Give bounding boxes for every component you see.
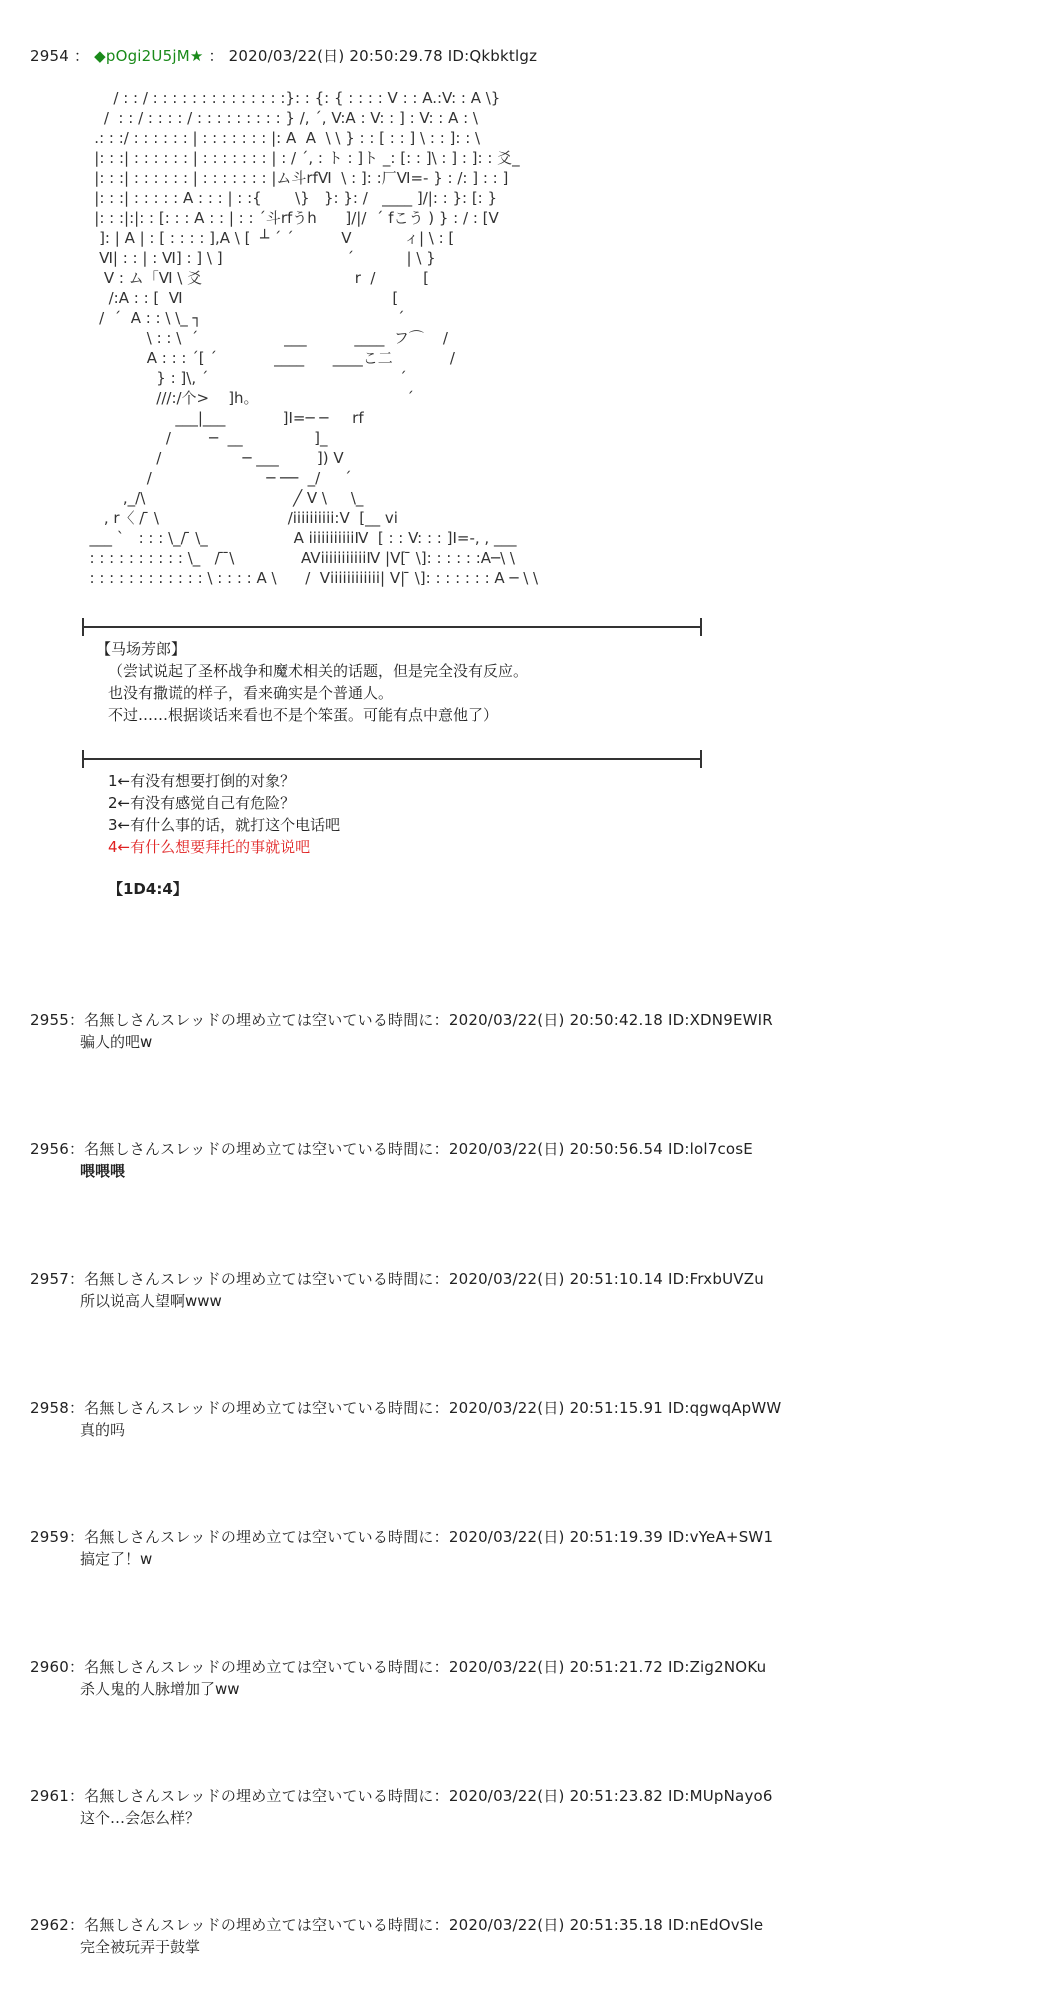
post-body-2956: 喂喂喂	[80, 1162, 126, 1180]
narration-line: （尝试说起了圣杯战争和魔术相关的话题，但是完全没有反应。	[108, 662, 529, 680]
post-number[interactable]: 2955	[30, 1011, 69, 1029]
post-header-2961	[30, 1785, 773, 1806]
choice-2: 2←有没有感觉自己有危险？	[108, 794, 296, 812]
post-meta: ：名無しさんスレッドの埋め立ては空いている時間に：2020/03/22(日) 20:51:21.72 ID:Zig2NOKu	[68, 1658, 767, 1676]
narration	[108, 660, 528, 726]
star-icon: ★	[189, 47, 204, 65]
post-meta: ：名無しさんスレッドの埋め立ては空いている時間に：2020/03/22(日) 20:51:23.82 ID:MUpNayo6	[68, 1787, 773, 1805]
post-header-2956	[30, 1138, 753, 1159]
choice-4-selected: 4←有什么想要拜托的事就说吧	[108, 838, 311, 856]
post-header-2960	[30, 1656, 766, 1677]
post-number[interactable]: 2962	[30, 1916, 69, 1934]
post-meta: ：名無しさんスレッドの埋め立ては空いている時間に：2020/03/22(日) 20:51:10.14 ID:FrxbUVZu	[68, 1270, 764, 1288]
post-number[interactable]: 2961	[30, 1787, 69, 1805]
trip-name: ◆pOgi2U5jM	[94, 47, 190, 65]
post-meta: ：名無しさんスレッドの埋め立ては空いている時間に：2020/03/22(日) 20:51:35.18 ID:nEdOvSle	[68, 1916, 764, 1934]
post-number[interactable]: 2958	[30, 1399, 69, 1417]
separator: ：	[208, 47, 224, 65]
post-header-2954	[30, 45, 537, 66]
post-meta: ：名無しさんスレッドの埋め立ては空いている時間に：2020/03/22(日) 20:51:15.91 ID:qgwqApWW	[68, 1399, 782, 1417]
post-header-2962	[30, 1914, 763, 1935]
post-header-2959	[30, 1526, 773, 1547]
dice-roll: 【1D4:4】	[108, 880, 188, 898]
post-body-2959: 搞定了！w	[80, 1550, 153, 1568]
post-number[interactable]: 2957	[30, 1270, 69, 1288]
post-meta: ：名無しさんスレッドの埋め立ては空いている時間に：2020/03/22(日) 20:50:42.18 ID:XDN9EWIR	[68, 1011, 773, 1029]
choice-list	[108, 770, 340, 858]
narration-line: 也没有撒谎的样子，看来确实是个普通人。	[108, 684, 394, 702]
divider-top	[82, 618, 702, 636]
post-number[interactable]: 2954	[30, 47, 69, 65]
post-number[interactable]: 2959	[30, 1528, 69, 1546]
post-body-2962: 完全被玩弄于鼓掌	[80, 1938, 201, 1956]
choice-3: 3←有什么事的话，就打这个电话吧	[108, 816, 341, 834]
ascii-art: / : : / : : : : : : : : : : : : : :}: : {: { : : : : V : : A.:V: : A \} / : : / : : : : / : : : : : : : : : } /, ˊ, V:A : V: : ] : V: : A : \ .: : :/ : : : : : : | : : : : : : : |: A A \ \ } : : [ : : ] \ : : ]: : \ |: : :| : : : : : : | : : : : : : : | : / ˊ, : ト : ]ト _: [: : ]\ : ] : ]: : 爻_ |: : :| : : : : : : | : : : : : : : |ム斗rfⅥ \ : ]: :厂Ⅵ=- } : /: ] : : ] |: : :| : : : : : A : : : | : :{ \} }: }: / ____ ]/|: : }: [: } |: : :|:|: : [: : : A : : | : : ˊ斗rfうh ]/|/ ˊ fこう ) } : / : [V ]: | A | : [ : : : : ],A \ [ ┴ ˊ ˊ V ィ| \ : [ Ⅵ| : : | : Ⅵ] : ] \ ] ˊ | \ } V : ム「Ⅵ \ 爻 r / [ /:A : : [ Ⅵ [ / ˊ A : : \ \_ ┐ ˊ \ : : \ ˊ ___ ____ フ⌒ / A : : : ˊ[ ˊ ____ ____こ二 / } : ]\, ˊ ˊ ///:/个> ]h。 ˊ ___|___ ]I=─ ─ rf / ─ __ ]_ / ─ ___ ]) V / ─ ── _/ ˊ ,_/\ ╱ V \ \_ , r〈 / ̄ \ /iiiiiiiiii:V [__ vi ___ ˋ : : : \_/ ̄ \_ A iiiiiiiiiiiⅣ [ : : V: : : ]I=-, , ___ : : : : : : : : : : \_ / ̄ ̄\ AVⅰiiiiiiiiiiⅣ |V[ ̄ \]: : : : : :A─\ \ : : : : : : : : : : : : \ : : : : A \ / Vⅰiiiiiiiiiii| V| ̄ \]: : : : : : : A ─ \ \	[89, 89, 539, 587]
post-header-2958	[30, 1397, 781, 1418]
narration-line: 不过……根据谈话来看也不是个笨蛋。可能有点中意他了）	[108, 706, 499, 724]
post-id[interactable]: ID:Qkbktlgz	[447, 47, 538, 65]
post-body-2960: 杀人鬼的人脉增加了ww	[80, 1680, 240, 1698]
post-meta: ：名無しさんスレッドの埋め立ては空いている時間に：2020/03/22(日) 20:51:19.39 ID:vYeA+SW1	[68, 1528, 774, 1546]
post-number[interactable]: 2960	[30, 1658, 69, 1676]
post-body-2961: 这个…会怎么样？	[80, 1809, 201, 1827]
post-number[interactable]: 2956	[30, 1140, 69, 1158]
speaker-name: 【马场芳郎】	[96, 640, 187, 658]
separator: ：	[73, 47, 90, 65]
post-header-2955	[30, 1009, 773, 1030]
post-body-2958: 真的吗	[80, 1421, 126, 1439]
post-body-2957: 所以说高人望啊www	[80, 1292, 222, 1310]
post-meta: ：名無しさんスレッドの埋め立ては空いている時間に：2020/03/22(日) 20:50:56.54 ID:lol7cosE	[68, 1140, 753, 1158]
choice-1: 1←有没有想要打倒的对象？	[108, 772, 296, 790]
divider-bottom	[82, 750, 702, 768]
post-date: 2020/03/22(日) 20:50:29.78	[228, 47, 443, 65]
post-header-2957	[30, 1268, 764, 1289]
post-body-2955: 骗人的吧w	[80, 1033, 153, 1051]
